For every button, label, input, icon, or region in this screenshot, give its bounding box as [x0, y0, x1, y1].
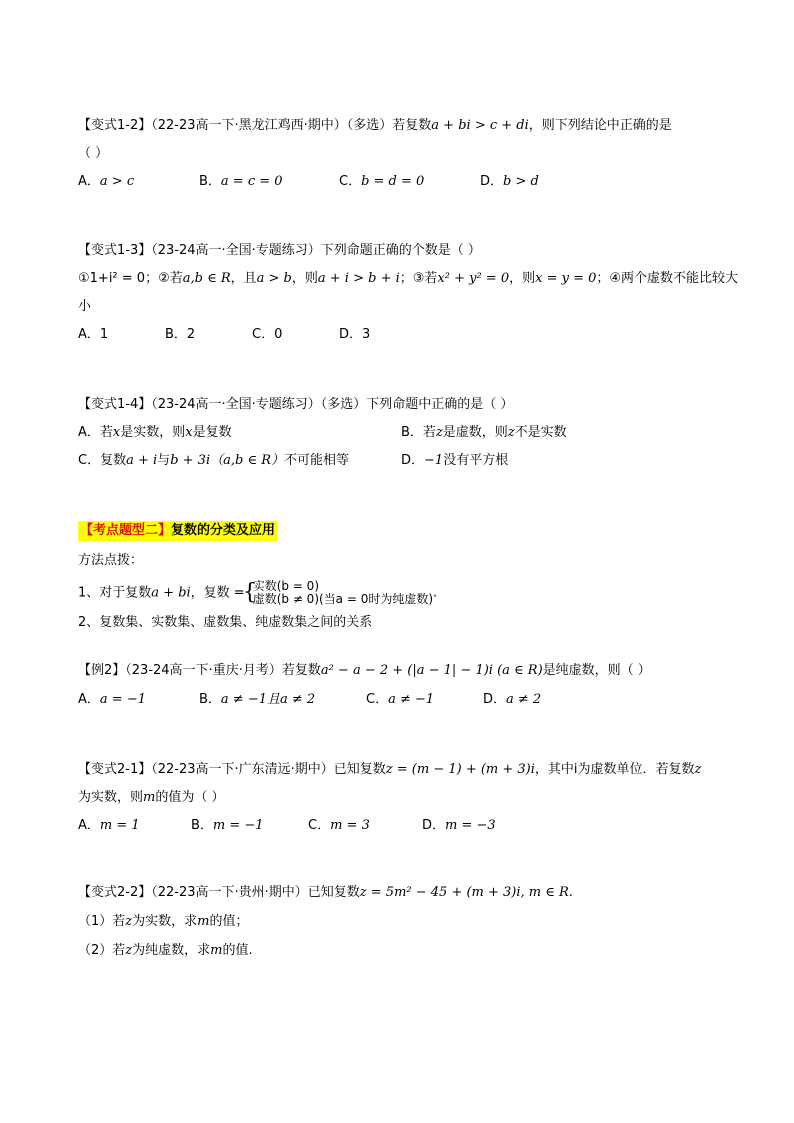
- question-text: 已知复数: [307, 885, 360, 900]
- method-label: 方法点拨：: [78, 553, 144, 568]
- section-heading: [78, 521, 277, 541]
- math: −1: [424, 453, 444, 468]
- math: m: [143, 790, 156, 805]
- text: ，且: [230, 271, 257, 286]
- text: 不是实数: [514, 425, 567, 440]
- option-label: D．: [483, 692, 507, 707]
- text: 若: [99, 425, 113, 440]
- option-d: [480, 173, 539, 191]
- text: ，则: [291, 271, 318, 286]
- math: x = y = 0: [535, 271, 597, 286]
- case-2: 虚数(b ≠ 0)(当a = 0时为纯虚数): [252, 592, 434, 606]
- question-text-tail: ，则下列结论中正确的是: [528, 118, 672, 133]
- option-value: 0: [274, 327, 283, 342]
- text: 的值.: [222, 943, 253, 958]
- option-c: [366, 691, 434, 709]
- question-tag: 【例2】: [78, 663, 126, 678]
- option-label: D．: [401, 453, 425, 468]
- text: .: [568, 885, 573, 900]
- text: 与: [157, 453, 171, 468]
- math: x: [185, 425, 193, 440]
- option-c: [78, 452, 349, 470]
- question-source: （22-23高一下·贵州·期中）: [151, 885, 308, 900]
- question-tag: 【变式2-1】: [78, 762, 152, 777]
- option-label: C．: [252, 327, 275, 342]
- question-tag: 【变式1-4】: [78, 397, 152, 412]
- question-1-2-stem: [78, 117, 672, 135]
- text: 的值为（ ）: [155, 790, 225, 805]
- question-1-3-propositions: [78, 270, 738, 288]
- option-value: 2: [186, 327, 196, 342]
- math: （a,b ∈ R）: [210, 453, 284, 468]
- example-2-stem: [78, 662, 651, 680]
- math: b + 3i: [170, 453, 211, 468]
- option-value: 3: [362, 327, 371, 342]
- option-math: m = 1: [99, 818, 140, 833]
- option-label: B．: [199, 174, 221, 189]
- option-math: a = c = 0: [220, 174, 283, 189]
- option-label: A．: [78, 174, 100, 189]
- option-math: b = d = 0: [361, 174, 425, 189]
- question-tag: 【变式2-2】: [78, 885, 152, 900]
- text: 1、对于复数: [78, 585, 152, 601]
- text: 不可能相等: [284, 453, 350, 468]
- option-d: [401, 452, 508, 470]
- math: z: [125, 943, 133, 958]
- option-c: [308, 817, 370, 835]
- text: 的值；: [209, 914, 249, 929]
- option-math: a ≠ −1且a ≠ 2: [220, 692, 316, 707]
- text: （2）若: [78, 943, 126, 958]
- question-text: 已知复数: [333, 762, 386, 777]
- math: a,b ∈ R: [182, 271, 231, 286]
- option-math: a = −1: [99, 692, 146, 707]
- math-expression: z = (m − 1) + (m + 3)i: [385, 762, 535, 777]
- question-tag: 【变式1-2】: [78, 118, 152, 133]
- math-expression: a² − a − 2 + (|a − 1| − 1)i (a ∈ R): [320, 663, 543, 678]
- option-d: [483, 691, 541, 709]
- option-math: m = −1: [212, 818, 264, 833]
- question-text-tail: ，其中i为虚数单位．若复数: [534, 762, 695, 777]
- math-expression: z = 5m² − 45 + (m + 3)i, m ∈ R: [359, 885, 569, 900]
- method-line-2: 2、复数集、实数集、虚数集、纯虚数集之间的关系: [78, 615, 373, 630]
- option-d: [339, 326, 370, 344]
- option-a: [78, 173, 134, 191]
- option-label: A．: [78, 818, 100, 833]
- math: z: [435, 425, 443, 440]
- option-b: [199, 173, 283, 191]
- text: ；③若: [399, 271, 438, 286]
- text: ，则: [509, 271, 536, 286]
- text: 复数: [100, 453, 127, 468]
- question-source: （22-23高一下·广东清远·期中）: [151, 762, 334, 777]
- option-b: [191, 817, 264, 835]
- option-d: [422, 817, 496, 835]
- option-b: [165, 326, 195, 344]
- question-1-3-stem: [78, 242, 481, 260]
- option-label: C．: [308, 818, 331, 833]
- math: z: [125, 914, 133, 929]
- option-label: B．: [199, 692, 221, 707]
- option-label: B．: [191, 818, 213, 833]
- section-bracket: 【考点题型二】: [80, 523, 172, 538]
- section-title: 复数的分类及应用: [171, 523, 276, 538]
- text: （1）若: [78, 914, 126, 929]
- option-label: D．: [422, 818, 446, 833]
- method-line-1: [78, 580, 437, 607]
- question-2-2-stem: [78, 884, 573, 902]
- text: 为实数，则: [78, 790, 144, 805]
- question-text: （多选）下列命题中正确的是（ ）: [320, 397, 514, 412]
- answer-paren: （ ）: [78, 146, 109, 161]
- option-math: a ≠ −1: [388, 692, 435, 707]
- question-2-1-line-2: [78, 789, 224, 807]
- text: 没有平方根: [443, 453, 509, 468]
- option-value: 1: [99, 327, 109, 342]
- math: z: [694, 762, 702, 777]
- option-math: a > c: [99, 174, 135, 189]
- option-a: [78, 817, 140, 835]
- option-c: [252, 326, 282, 344]
- text: 为纯虚数，求: [132, 943, 211, 958]
- option-math: a ≠ 2: [506, 692, 542, 707]
- option-math: m = 3: [330, 818, 370, 833]
- question-source: （23-24高一·全国·专题练习）: [151, 243, 321, 258]
- option-math: m = −3: [445, 818, 496, 833]
- proposition-4: ；④两个虚数不能比较大: [596, 271, 739, 286]
- question-source: （23-24高一·全国·专题练习）: [151, 397, 321, 412]
- text: 是实数，则: [120, 425, 186, 440]
- option-label: B．: [401, 425, 423, 440]
- math: a + i > b + i: [317, 271, 400, 286]
- proposition-1: ①1+i² = 0: [78, 271, 146, 286]
- question-source: （22-23高一下·黑龙江鸡西·期中）: [151, 118, 347, 133]
- option-label: A．: [78, 692, 100, 707]
- question-2-1-stem: [78, 761, 701, 779]
- text: 是复数: [192, 425, 232, 440]
- sub-question-2: [78, 942, 253, 960]
- math: a > b: [256, 271, 292, 286]
- option-a: [78, 424, 232, 442]
- option-c: [339, 173, 424, 191]
- math: x: [112, 425, 121, 440]
- sub-question-1: [78, 913, 249, 931]
- question-text: （多选）若复数: [346, 118, 432, 133]
- question-1-4-stem: [78, 396, 513, 414]
- option-a: [78, 326, 108, 344]
- text: ；②若: [145, 271, 183, 286]
- question-text-tail: 是纯虚数，则（ ）: [542, 663, 651, 678]
- question-text: 下列命题正确的个数是（ ）: [320, 243, 481, 258]
- math: m: [197, 914, 210, 929]
- text: .: [433, 585, 438, 601]
- option-b: [401, 424, 567, 442]
- text: 为实数，求: [132, 914, 198, 929]
- option-label: C．: [78, 453, 101, 468]
- question-source: （23-24高一下·重庆·月考）: [125, 663, 282, 678]
- math: a + i: [126, 453, 158, 468]
- option-label: D．: [480, 174, 504, 189]
- text: 若: [422, 425, 436, 440]
- case-1: 实数(b = 0): [252, 579, 320, 593]
- text: ，复数 =: [190, 585, 245, 601]
- question-text: 若复数: [281, 663, 321, 678]
- option-label: B．: [165, 327, 187, 342]
- question-tag: 【变式1-3】: [78, 243, 152, 258]
- option-label: C．: [366, 692, 389, 707]
- option-label: C．: [339, 174, 362, 189]
- option-b: [199, 691, 315, 709]
- option-label: A．: [78, 425, 100, 440]
- math: m: [210, 943, 223, 958]
- option-math: b > d: [503, 174, 539, 189]
- text: 是虚数，则: [442, 425, 508, 440]
- math: a + bi: [151, 585, 191, 601]
- math-expression: a + bi > c + di: [431, 118, 529, 133]
- option-label: A．: [78, 327, 100, 342]
- brace-icon: {: [242, 580, 257, 605]
- option-a: [78, 691, 146, 709]
- cases-expression: [242, 579, 434, 606]
- proposition-4-wrap: 小: [78, 299, 92, 314]
- math: x² + y² = 0: [437, 271, 510, 286]
- math: z: [507, 425, 515, 440]
- option-label: D．: [339, 327, 363, 342]
